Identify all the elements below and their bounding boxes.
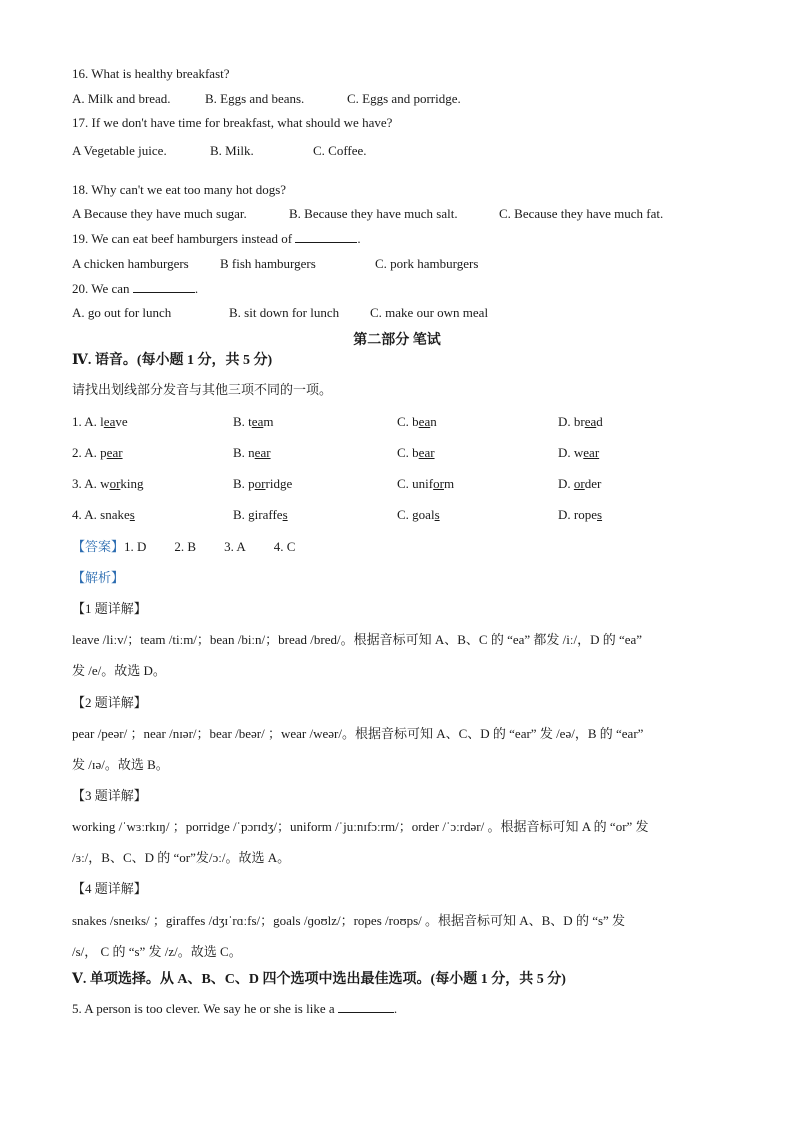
detail-1-text-cont: 发 /e/。故选 D。 [72, 663, 166, 678]
phonics-2-option-a: 2. A. pear [72, 445, 123, 460]
section-4-instruction: 请找出划线部分发音与其他三项不同的一项。 [72, 382, 333, 397]
phonics-3-option-b: B. porridge [233, 476, 293, 491]
question-17-stem: 17. If we don't have time for breakfast, what should we have? [72, 115, 393, 130]
detail-4-text-cont: /s/， C 的 “s” 发 /z/。故选 C。 [72, 944, 242, 959]
detail-1-text: leave /liːv/；team /tiːm/；bean /biːn/；bread /bred/。根据音标可知 A、B、C 的 “ea” 都发 /iː/，D 的 “ea” [72, 632, 643, 647]
detail-4-text: snakes /sneɪks/ ；giraffes /dʒɪˈrɑːfs/；goals /ɡoʊlz/；ropes /roʊps/ 。根据音标可知 A、B、D 的 “s” 发 [72, 913, 626, 928]
question-18-stem: 18. Why can't we eat too many hot dogs? [72, 182, 287, 197]
question-20-stem: 20. We can . [72, 281, 199, 296]
detail-3-text-cont: /ɜː/，B、C、D 的 “or”发/ɔː/。故选 A。 [72, 850, 291, 865]
question-19-stem: 19. We can eat beef hamburgers instead of . [72, 231, 361, 246]
answer-4: 4. C [273, 539, 296, 554]
detail-2-text-cont: 发 /ɪə/。故选 B。 [72, 757, 169, 772]
q18-option-c: C. Because they have much fat. [499, 206, 664, 221]
answer-label: 【答案】 [72, 539, 125, 554]
section-5-title: Ⅴ. 单项选择。从 A、B、C、D 四个选项中选出最佳选项。(每小题 1 分，共 5 分) [72, 972, 566, 987]
question-5-stem: 5. A person is too clever. We say he or she is like a . [72, 1001, 398, 1016]
question-16-stem: 16. What is healthy breakfast? [72, 66, 230, 81]
section-4-title: Ⅳ. 语音。(每小题 1 分，共 5 分) [72, 353, 273, 368]
part-two-heading: 第二部分 笔试 [353, 333, 441, 348]
q19-option-c: C. pork hamburgers [375, 256, 479, 271]
q16-option-b: B. Eggs and beans. [205, 91, 305, 106]
answer-2: 2. B [174, 539, 197, 554]
phonics-1-option-d: D. bread [558, 414, 603, 429]
detail-1-label: 【1 题详解】 [72, 601, 147, 616]
q20-option-a: A. go out for lunch [72, 305, 172, 320]
q17-option-a: A Vegetable juice. [72, 143, 167, 158]
phonics-3-option-d: D. order [558, 476, 602, 491]
phonics-2-option-d: D. wear [558, 445, 600, 460]
analysis-label: 【解析】 [72, 570, 125, 585]
phonics-2-option-b: B. near [233, 445, 271, 460]
q19-option-a: A chicken hamburgers [72, 256, 189, 271]
phonics-4-option-d: D. ropes [558, 507, 603, 522]
phonics-3-option-a: 3. A. working [72, 476, 144, 491]
q16-option-a: A. Milk and bread. [72, 91, 171, 106]
phonics-4-option-c: C. goals [397, 507, 440, 522]
q19-option-b: B fish hamburgers [220, 256, 316, 271]
answer-line [72, 539, 295, 555]
phonics-1-option-a: 1. A. leave [72, 414, 128, 429]
answer-1: 1. D [124, 539, 147, 554]
phonics-3-option-c: C. uniform [397, 476, 455, 491]
detail-2-label: 【2 题详解】 [72, 695, 147, 710]
phonics-1-option-b: B. team [233, 414, 274, 429]
q16-option-c: C. Eggs and porridge. [347, 91, 461, 106]
detail-3-text: working /ˈwɜːrkɪŋ/ ；porridge /ˈpɔrɪdʒ/；uniform /ˈjuːnɪfɔːrm/；order /ˈɔːrdər/ 。根据音标可知 A 的 “or” 发 [72, 819, 649, 834]
q18-option-b: B. Because they have much salt. [289, 206, 458, 221]
detail-3-label: 【3 题详解】 [72, 788, 147, 803]
answer-blank [295, 231, 357, 243]
detail-4-label: 【4 题详解】 [72, 881, 147, 896]
answer-3: 3. A [224, 539, 246, 554]
q18-option-a: A Because they have much sugar. [72, 206, 247, 221]
detail-2-text: pear /peər/ ；near /nɪər/；bear /beər/ ；wear /weər/。根据音标可知 A、C、D 的 “ear” 发 /eə/，B 的 “ear” [72, 726, 644, 741]
answer-blank [338, 1001, 394, 1013]
q20-option-c: C. make our own meal [370, 305, 489, 320]
phonics-1-option-c: C. bean [397, 414, 437, 429]
phonics-4-option-b: B. giraffes [233, 507, 288, 522]
phonics-4-option-a: 4. A. snakes [72, 507, 135, 522]
q17-option-b: B. Milk. [210, 143, 254, 158]
phonics-2-option-c: C. bear [397, 445, 435, 460]
q20-option-b: B. sit down for lunch [229, 305, 340, 320]
answer-blank [133, 281, 195, 293]
q17-option-c: C. Coffee. [313, 143, 367, 158]
